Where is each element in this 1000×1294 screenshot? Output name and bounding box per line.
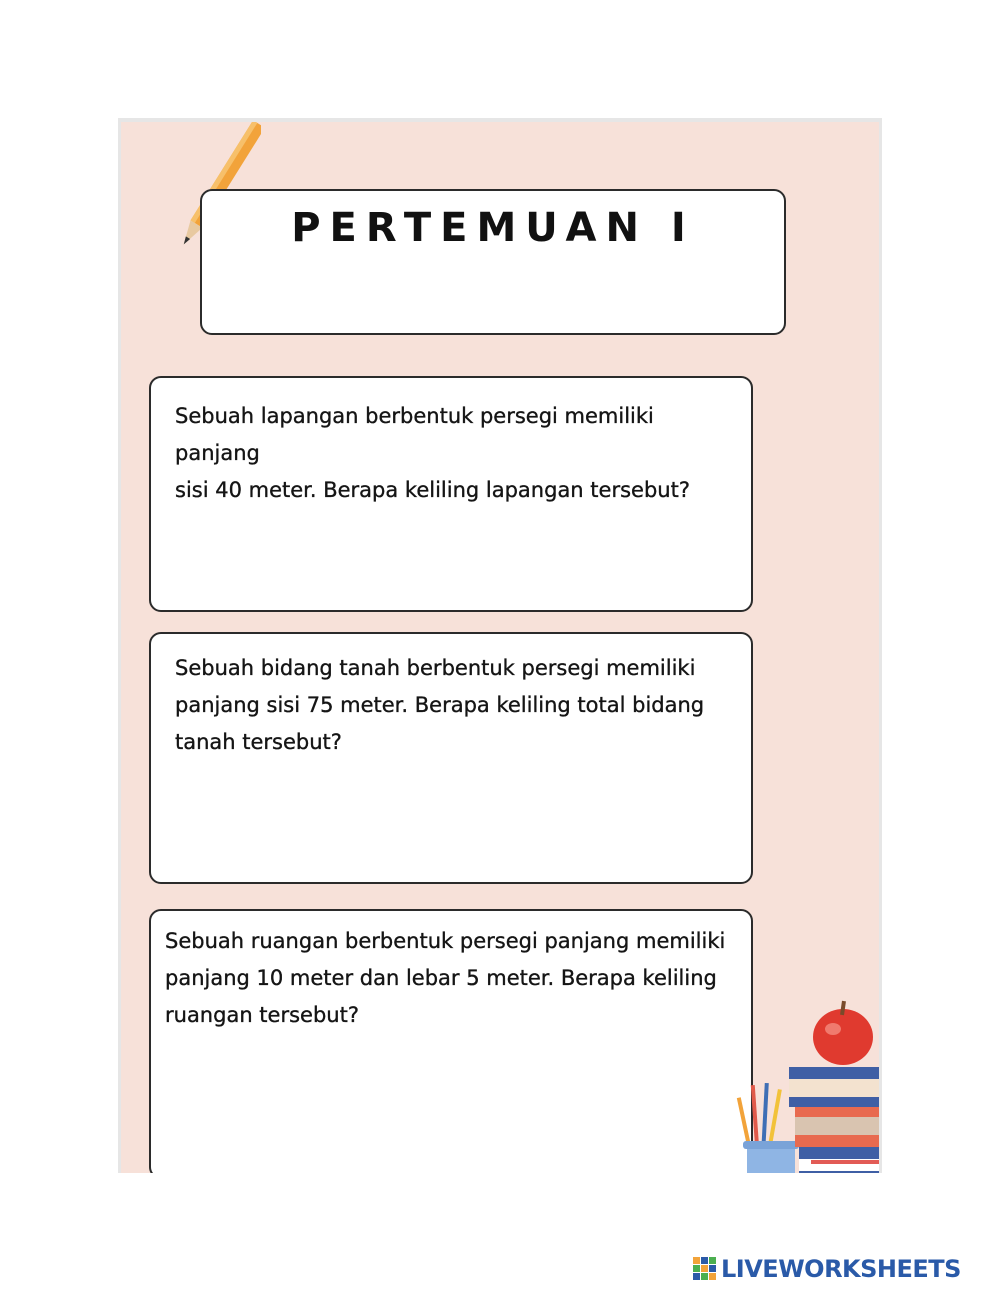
question-text-2 xyxy=(175,650,733,761)
question-box-2[interactable] xyxy=(149,632,753,884)
question-3-line-3: ruangan tersebut? xyxy=(165,1003,359,1027)
page-title: PERTEMUAN I xyxy=(291,205,695,251)
question-2-line-3: tanah tersebut? xyxy=(175,730,342,754)
question-1-line-1: Sebuah lapangan berbentuk persegi memiliki panjang xyxy=(175,404,654,465)
question-1-line-2: sisi 40 meter. Berapa keliling lapangan tersebut? xyxy=(175,478,690,502)
worksheet-page xyxy=(118,118,882,1173)
liveworksheets-logo-icon xyxy=(693,1257,717,1281)
brand-footer xyxy=(693,1254,961,1284)
question-box-1[interactable] xyxy=(149,376,753,612)
question-text-1 xyxy=(175,398,733,509)
question-text-3 xyxy=(165,923,733,1034)
books-apple-pencil-cup-icon xyxy=(731,957,882,1173)
brand-name: LIVEWORKSHEETS xyxy=(721,1255,961,1283)
title-box xyxy=(200,189,786,335)
question-3-line-2: panjang 10 meter dan lebar 5 meter. Berapa keliling xyxy=(165,966,717,990)
question-box-3[interactable] xyxy=(149,909,753,1173)
question-2-line-1: Sebuah bidang tanah berbentuk persegi memiliki xyxy=(175,656,696,680)
question-2-line-2: panjang sisi 75 meter. Berapa keliling total bidang xyxy=(175,693,705,717)
question-3-line-1: Sebuah ruangan berbentuk persegi panjang memiliki xyxy=(165,929,726,953)
